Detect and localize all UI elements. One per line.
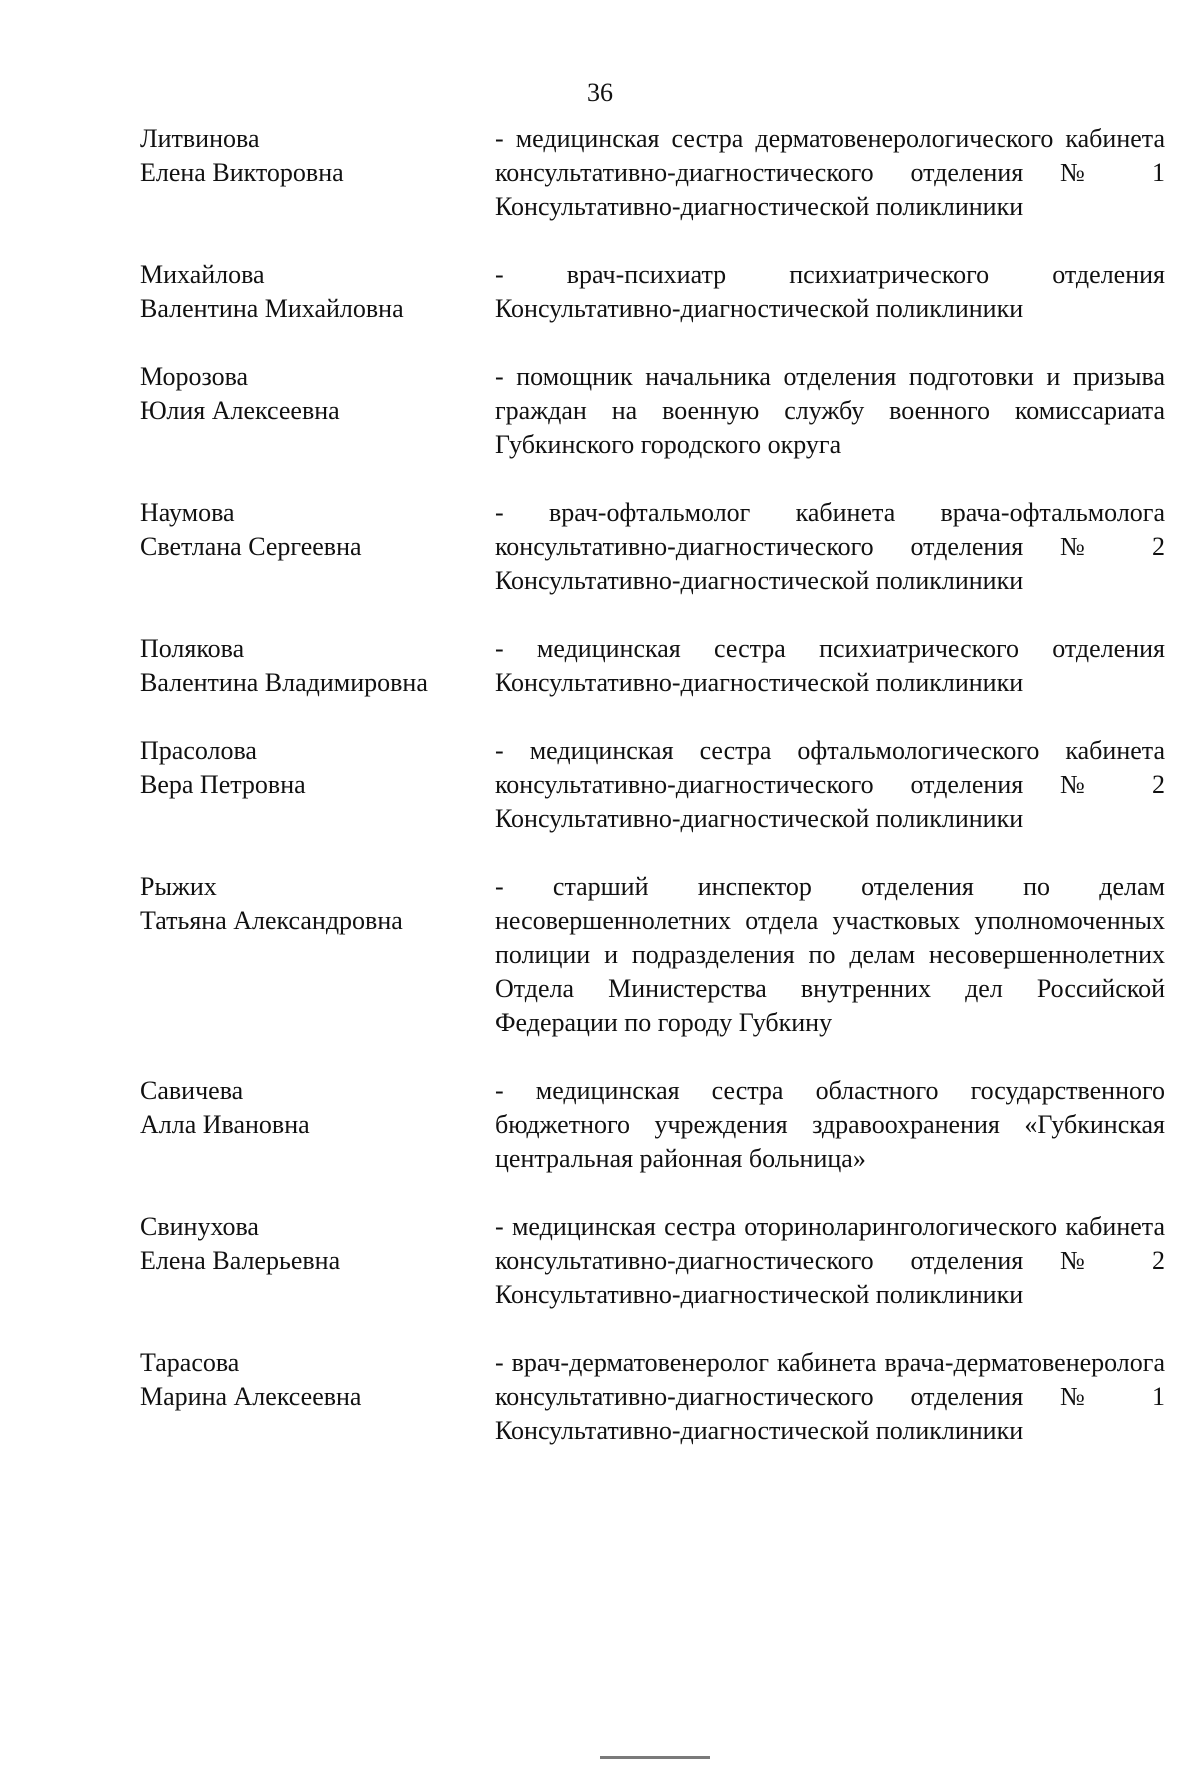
person-name [140,734,495,836]
list-item [140,122,1165,224]
list-item [140,734,1165,836]
person-given-name: Елена Викторовна [140,158,344,187]
list-item [140,360,1165,462]
person-position: - медицинская сестра оториноларингологического кабинета консультативно-диагностического отделения № 2 Консультативно-диагностической поликлиники [495,1212,1165,1309]
person-name [140,122,495,224]
person-surname: Наумова [140,498,235,527]
person-given-name: Валентина Михайловна [140,294,404,323]
person-position: - врач-офтальмолог кабинета врача-офтальмолога консультативно-диагностического отделения № 2 Консультативно-диагностической поликлиники [495,498,1165,595]
person-position: - медицинская сестра психиатрического отделения Консультативно-диагностической поликлиники [495,634,1165,697]
list-item [140,1210,1165,1312]
person-surname: Рыжих [140,872,217,901]
person-position: - помощник начальника отделения подготовки и призыва граждан на военную службу военного комиссариата Губкинского городского округа [495,362,1165,459]
person-given-name: Алла Ивановна [140,1110,310,1139]
person-name [140,870,495,1040]
list-item [140,632,1165,700]
person-name [140,632,495,700]
person-name [140,496,495,598]
person-name [140,1074,495,1176]
person-surname: Савичева [140,1076,244,1105]
person-given-name: Юлия Алексеевна [140,396,340,425]
person-surname: Свинухова [140,1212,259,1241]
person-position: - медицинская сестра дерматовенерологического кабинета консультативно-диагностического отделения № 1 Консультативно-диагностической поликлиники [495,124,1165,221]
person-name [140,258,495,326]
page-number: 36 [587,78,613,107]
person-position: - врач-дерматовенеролог кабинета врача-дерматовенеролога консультативно-диагностического отделения № 1 Консультативно-диагностической поликлиники [495,1348,1165,1445]
person-name [140,360,495,462]
list-item [140,496,1165,598]
list-item [140,1074,1165,1176]
person-surname: Прасолова [140,736,257,765]
person-given-name: Марина Алексеевна [140,1382,362,1411]
person-name [140,1210,495,1312]
person-given-name: Светлана Сергеевна [140,532,362,561]
person-surname: Михайлова [140,260,265,289]
person-name [140,1346,495,1448]
person-given-name: Валентина Владимировна [140,668,428,697]
person-surname: Литвинова [140,124,260,153]
person-surname: Полякова [140,634,245,663]
person-position: - старший инспектор отделения по делам несовершеннолетних отдела участковых уполномоченных полиции и подразделения по делам несовершеннолетних Отдела Министерства внутренних дел Российской Федерации по городу Губкину [495,872,1165,1037]
list-item [140,870,1165,1040]
list-item [140,258,1165,326]
person-given-name: Елена Валерьевна [140,1246,341,1275]
person-surname: Морозова [140,362,249,391]
person-surname: Тарасова [140,1348,240,1377]
scan-artifact-mark [600,1756,710,1759]
person-position: - медицинская сестра областного государственного бюджетного учреждения здравоохранения «Губкинская центральная районная больница» [495,1076,1165,1173]
list-item [140,1346,1165,1448]
member-list [140,122,1165,1482]
person-given-name: Вера Петровна [140,770,306,799]
person-position: - врач-психиатр психиатрического отделения Консультативно-диагностической поликлиники [495,260,1165,323]
person-position: - медицинская сестра офтальмологического кабинета консультативно-диагностического отделения № 2 Консультативно-диагностической поликлиники [495,736,1165,833]
person-given-name: Татьяна Александровна [140,906,403,935]
